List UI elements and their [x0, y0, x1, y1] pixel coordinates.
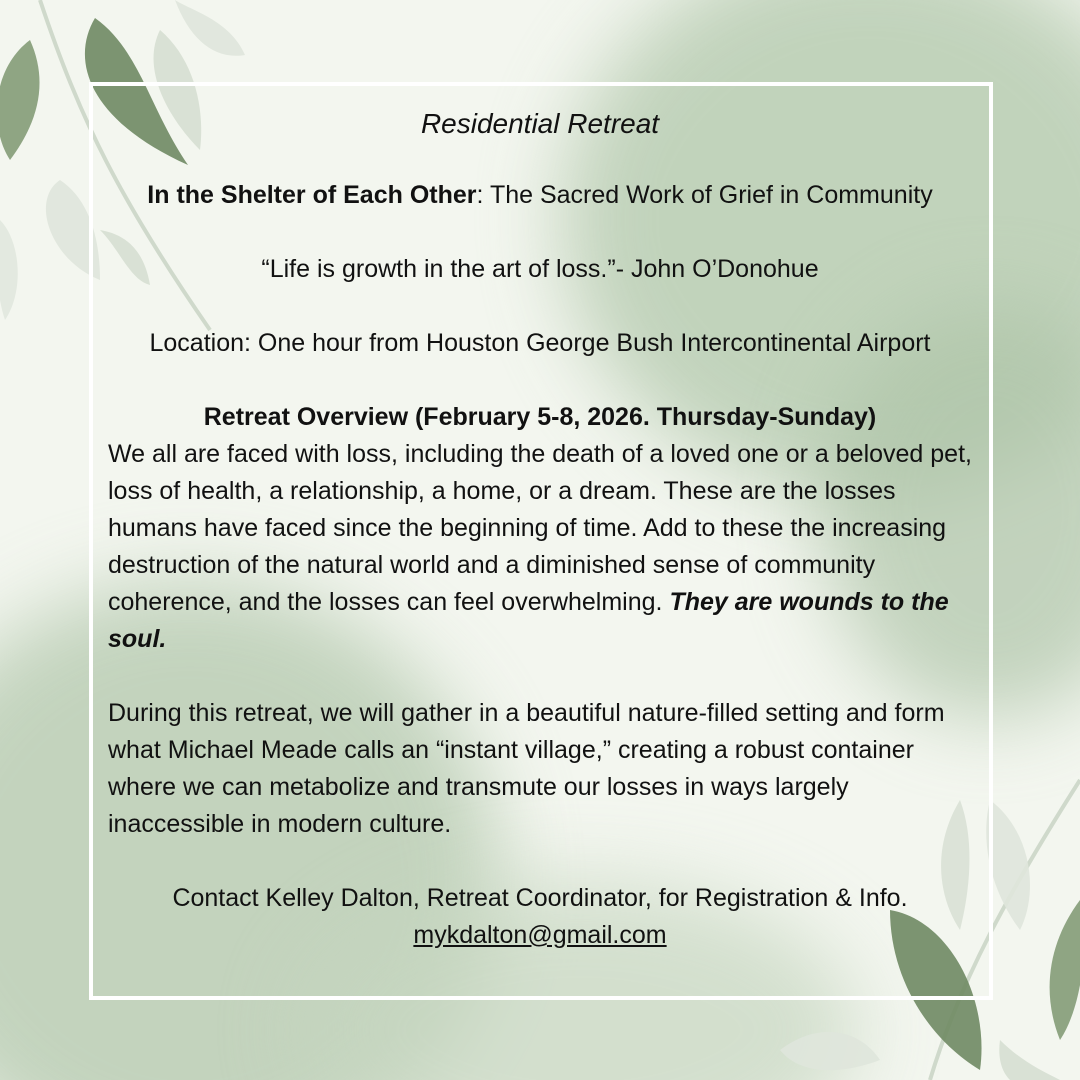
leaf-light-icon [780, 1032, 880, 1070]
overview-heading: Retreat Overview (February 5-8, 2026. Thursday-Sunday) [203, 403, 877, 431]
paragraph-retreat: During this retreat, we will gather in a beautiful nature-filled setting and form what Michael Meade calls an “instant village,” creating a robust container where we can metabolize and transmute our losses in ways largely inaccessible in modern culture. [108, 699, 945, 838]
leaf-dark-icon [0, 40, 40, 160]
retreat-type-title: Residential Retreat [420, 108, 660, 139]
quote: “Life is growth in the art of loss.”- John O’Donohue [261, 255, 819, 283]
leaf-light-icon [999, 1040, 1060, 1080]
paragraph-loss-emphasis: They are wounds to the soul. [108, 588, 949, 653]
flyer-content [108, 100, 972, 954]
email-line [108, 917, 972, 954]
headline-bold: In the Shelter of Each Other [147, 181, 477, 209]
leaf-light-icon [0, 220, 18, 320]
leaf-dark-icon [1050, 900, 1080, 1040]
contact-line: Contact Kelley Dalton, Retreat Coordinator, for Registration & Info. [172, 884, 908, 912]
email-link[interactable]: mykdalton@gmail.com [413, 921, 667, 949]
headline-rest: : The Sacred Work of Grief in Community [476, 181, 933, 209]
leaf-light-icon [175, 0, 245, 56]
paragraph-loss [108, 436, 972, 658]
location: Location: One hour from Houston George Bush Intercontinental Airport [149, 329, 931, 357]
headline [108, 177, 972, 214]
paragraph-loss-text: We all are faced with loss, including the death of a loved one or a beloved pet, loss of health, a relationship, a home, or a dream. These are the losses humans have faced since the beginning of time. Add to these the increasing destruction of the natural world and a diminished sense of community coherence, and the losses can feel overwhelming. [108, 440, 972, 616]
